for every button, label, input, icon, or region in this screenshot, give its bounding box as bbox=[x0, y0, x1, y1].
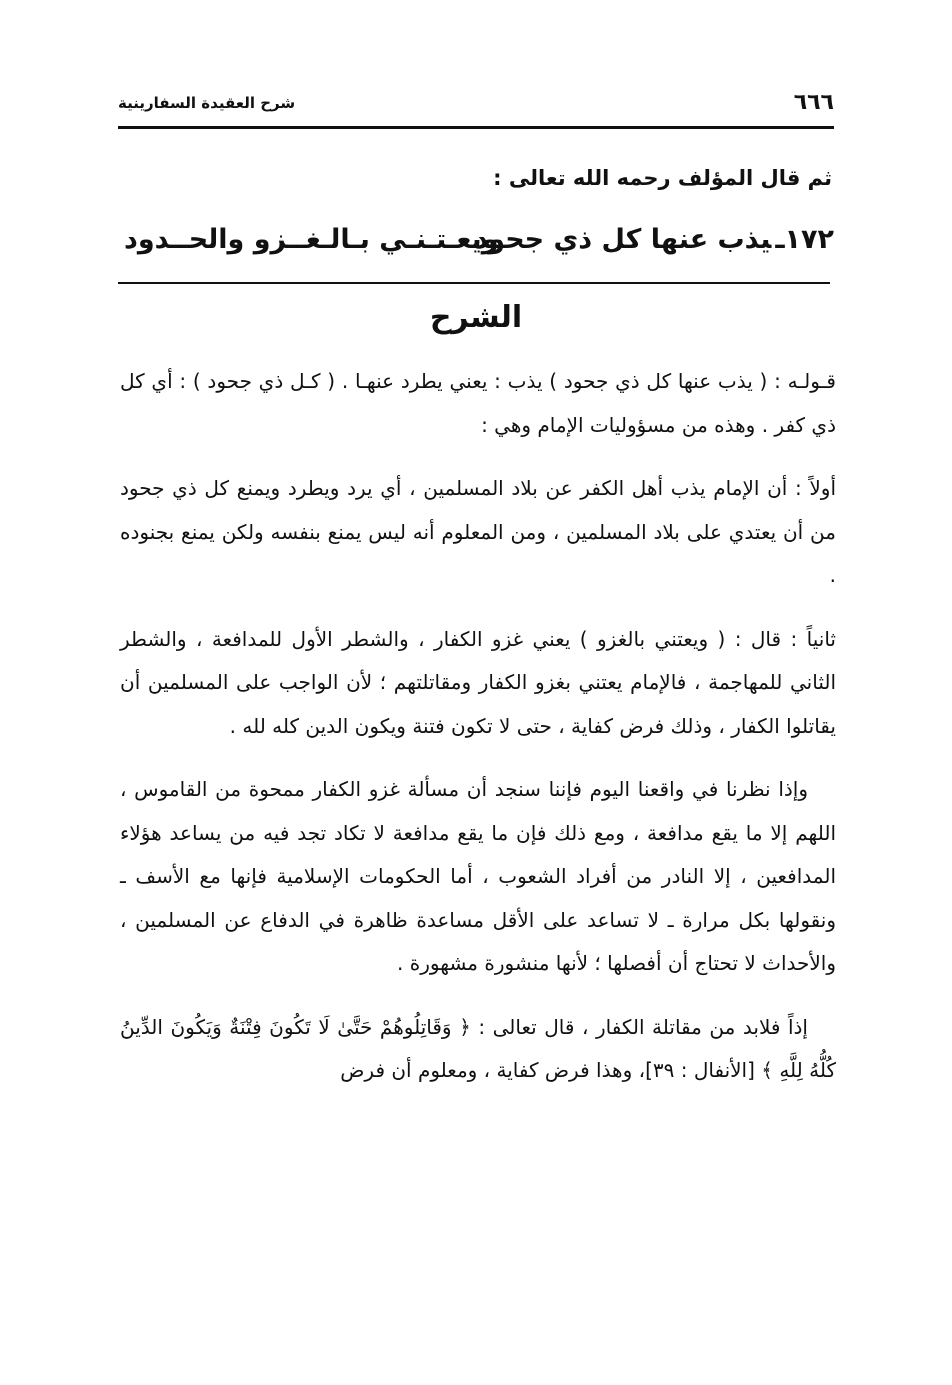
page-number: ٦٦٦ bbox=[793, 90, 834, 115]
verse-second-hemistich: ويعـتـنـي بـالـغــزو والحــدود bbox=[124, 224, 499, 255]
author-intro-line: ثم قال المؤلف رحمه الله تعالى : bbox=[493, 166, 832, 190]
paragraph-explanation: قـولـه : ( يذب عنها كل ذي جحود ) يذب : يعني يطرد عنهـا . ( كـل ذي جحود ) : أي كل ذي كفر . وهذه من مسؤوليات الإمام وهي : bbox=[120, 369, 836, 437]
verse-divider bbox=[118, 282, 830, 284]
book-title: شرح العقيدة السفارينية bbox=[118, 94, 296, 112]
paragraph-quran-citation: إذاً فلابد من مقاتلة الكفار ، قال تعالى : ﴿ وَقَاتِلُوهُمْ حَتَّىٰ لَا تَكُونَ فِتْنَةٌ وَيَكُونَ الدِّينُ كُلُّهُ لِلَّهِ ﴾ [الأنفال : ٣٩]، وهذا فرض كفاية ، ومعلوم أن فرض bbox=[120, 1014, 836, 1082]
paragraph-second-duty: ثانياً : قال : ( ويعتني بالغزو ) يعني غزو الكفار ، والشطر الأول للمدافعة ، والشطر الثاني للمهاجمة ، فالإمام يعتني بغزو الكفار ومقاتلتهم ؛ لأن الواجب على المسلمين أن يقاتلوا الكفار ، وذلك فرض كفاية ، حتى لا تكون فتنة ويكون الدين كله لله . bbox=[120, 626, 836, 738]
running-header bbox=[118, 88, 834, 128]
section-heading: الشرح bbox=[429, 300, 523, 335]
verse-number: ١٧٢ـ bbox=[775, 224, 834, 255]
commentary-body bbox=[120, 360, 836, 1113]
poem-verse bbox=[118, 224, 834, 268]
verse-first-hemistich: يذب عنها كل ذي جحود bbox=[474, 224, 772, 255]
verse-first-hemistich-line bbox=[474, 224, 834, 255]
paragraph-current-reality: وإذا نظرنا في واقعنا اليوم فإننا سنجد أن مسألة غزو الكفار ممحوة من القاموس ، اللهم إلا ما يقع مدافعة ، ومع ذلك فإن ما يقع مدافعة لا تكاد تجد فيه من يساعد هؤلاء المدافعين ، إلا النادر من أفراد الشعوب ، أما الحكومات الإسلامية فإنها مع الأسف ـ ونقولها بكل مرارة ـ لا تساعد على الأقل مساعدة ظاهرة في الدفاع عن المسلمين ، والأحداث لا تحتاج أن أفصلها ؛ لأنها منشورة مشهورة . bbox=[120, 777, 836, 975]
paragraph-first-duty: أولاً : أن الإمام يذب أهل الكفر عن بلاد المسلمين ، أي يرد ويطرد ويمنع كل ذي جحود من أن يعتدي على بلاد المسلمين ، ومن المعلوم أنه ليس يمنع بنفسه ولكن يمنع بجنوده . bbox=[120, 476, 836, 587]
header-divider bbox=[118, 126, 834, 129]
